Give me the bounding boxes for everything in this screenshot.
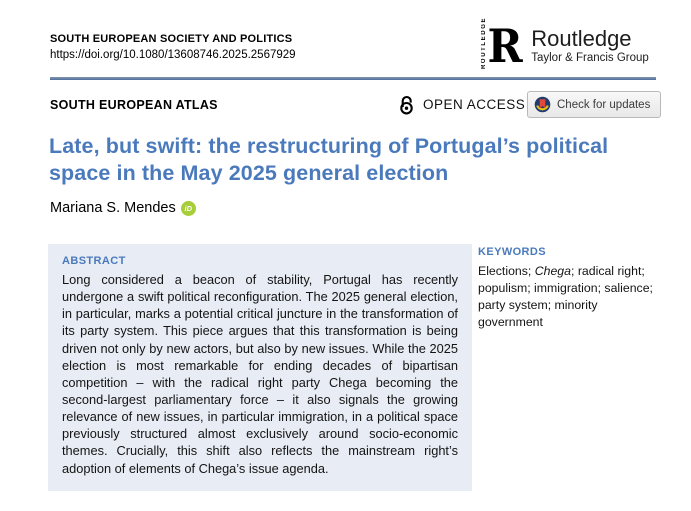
header-divider	[50, 77, 656, 80]
author-name: Mariana S. Mendes	[50, 200, 176, 216]
keywords-part1: Elections;	[478, 264, 535, 278]
journal-name: SOUTH EUROPEAN SOCIETY AND POLITICS	[50, 33, 293, 45]
publisher-group: Taylor & Francis Group	[531, 52, 649, 65]
article-title	[49, 133, 669, 188]
abstract-heading: ABSTRACT	[62, 255, 126, 267]
keywords-box	[478, 246, 662, 331]
publisher-logo	[481, 16, 649, 73]
section-label: SOUTH EUROPEAN ATLAS	[50, 98, 218, 112]
open-access-label: OPEN ACCESS	[423, 97, 526, 112]
abstract-box	[48, 244, 472, 491]
author-row	[50, 200, 196, 216]
orcid-icon[interactable]: iD	[181, 201, 196, 216]
check-for-updates-label: Check for updates	[557, 98, 651, 111]
open-access-icon	[398, 94, 415, 115]
abstract-text: Long considered a beacon of stability, Portugal has recently undergone a swift political reconfiguration. The 2025 general election, in particular, marks a potential critical juncture in the transformation of its party system. This piece argues that this transformation is being driven not only by new actors, but also by new issues. While the 2025 election is most remarkable for ending decades of bipartisan competition – with the radical right party Chega becoming the second-largest parliamentary force – it also signals the growing relevance of new issues, in particular immigration, in a political space previously structured almost exclusively around socio-economic themes. Crucially, this shift also reflects the mainstream right’s adoption of elements of Chega’s issue agenda.	[62, 272, 458, 476]
publisher-name: Routledge	[531, 26, 632, 51]
keywords-text	[478, 263, 662, 331]
open-access-group	[398, 94, 525, 115]
routledge-logo-icon	[481, 16, 524, 73]
article-title-line2: space in the May 2025 general election	[49, 161, 449, 186]
doi-link[interactable]: https://doi.org/10.1080/13608746.2025.2567929	[50, 49, 296, 61]
routledge-vertical-text: ROUTLEDGE	[481, 16, 487, 69]
crossmark-icon	[534, 96, 551, 113]
keywords-heading: KEYWORDS	[478, 246, 546, 258]
keywords-part2: ; radical right; populism; immigration; salience; party system; minority government	[478, 264, 653, 329]
routledge-r-glyph: R	[487, 19, 523, 73]
keywords-chega-italic: Chega	[534, 264, 571, 278]
article-title-line1: Late, but swift: the restructuring of Portugal’s political	[49, 134, 609, 158]
check-for-updates-button[interactable]	[527, 91, 661, 118]
